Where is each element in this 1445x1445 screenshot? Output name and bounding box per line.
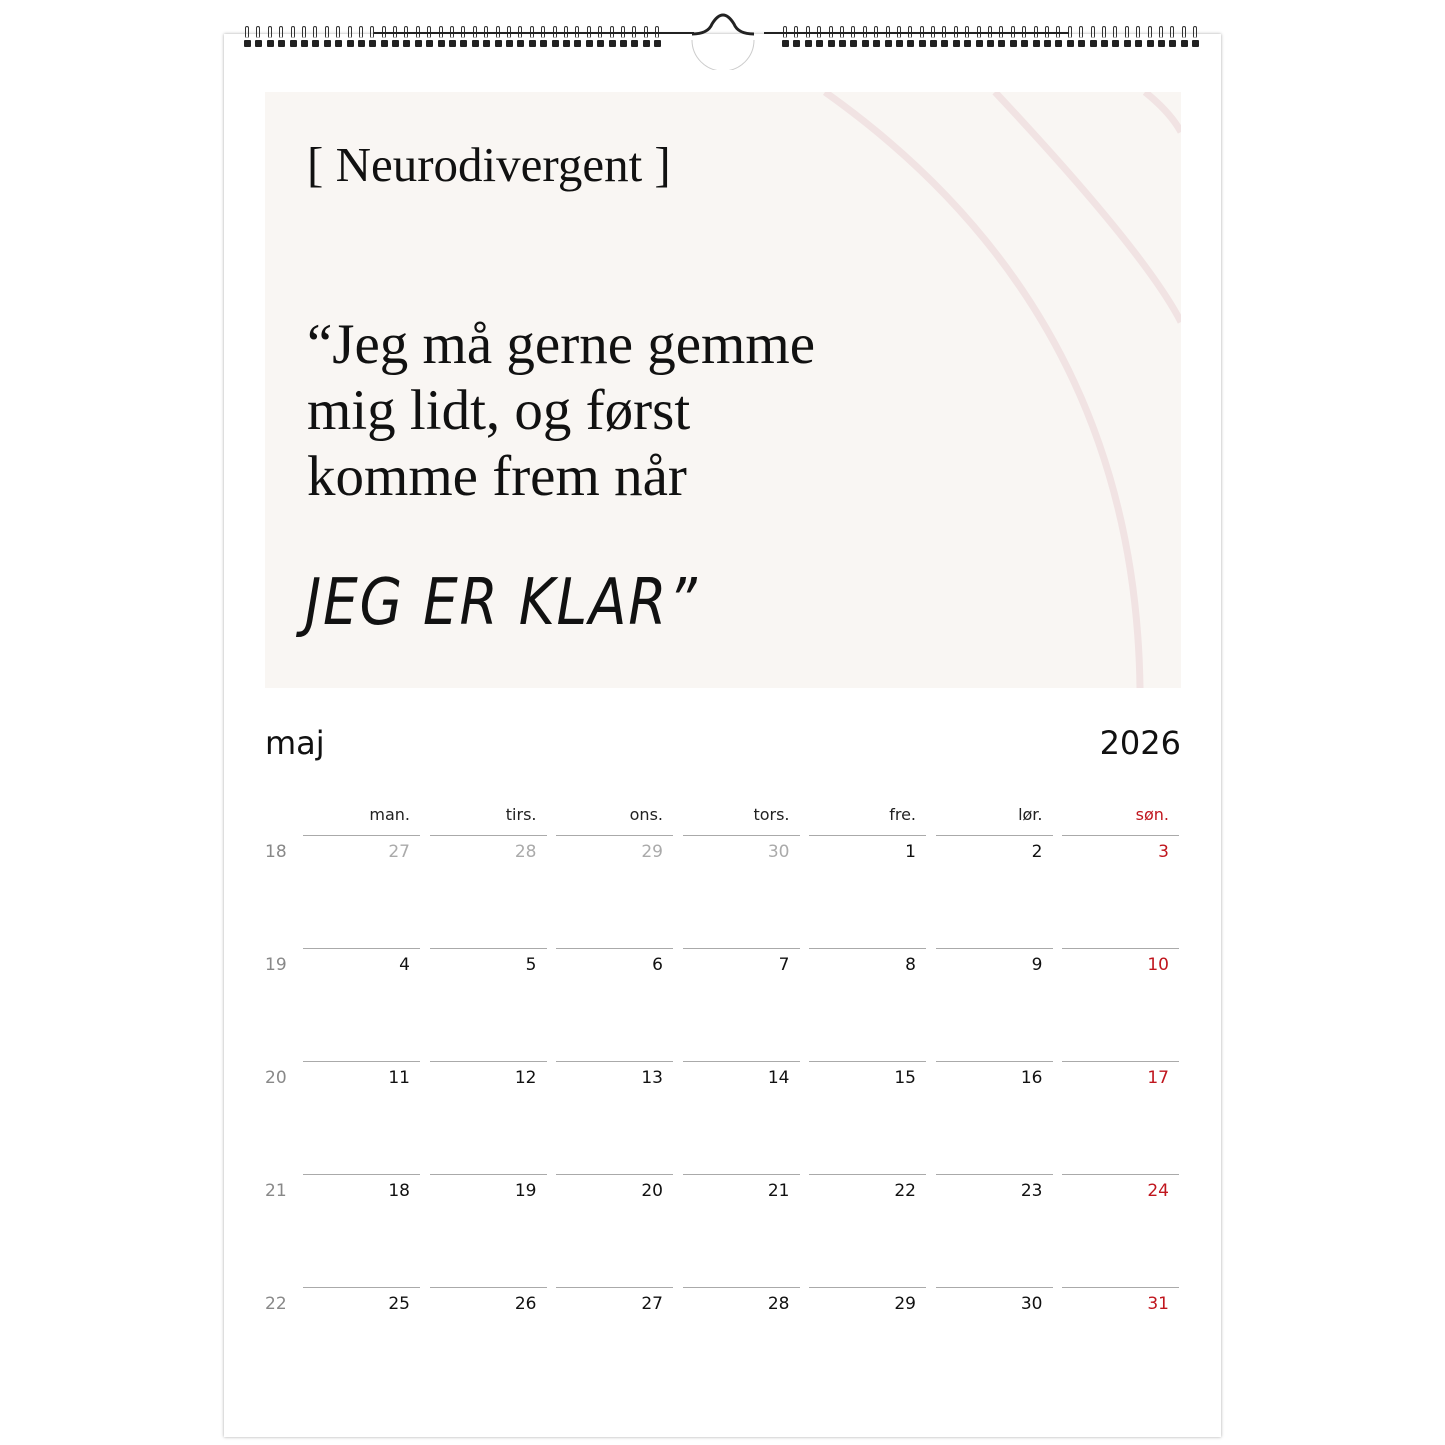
week-number: 21	[265, 1181, 287, 1201]
quote-tag: [ Neurodivergent ]	[307, 137, 671, 192]
day-cell: 7	[778, 955, 790, 975]
day-cell: 2	[1031, 842, 1043, 862]
day-cell: 28	[767, 1294, 790, 1314]
day-cell: 9	[1031, 955, 1043, 975]
day-cell: 30	[767, 842, 790, 862]
day-divider	[303, 835, 420, 836]
day-divider	[809, 1061, 926, 1062]
day-divider	[556, 948, 673, 949]
day-cell: 8	[905, 955, 916, 975]
day-divider	[936, 1174, 1053, 1175]
day-cell: 26	[514, 1294, 537, 1314]
day-divider	[556, 1061, 673, 1062]
day-cell: 3	[1158, 842, 1169, 862]
day-cell: 29	[894, 1294, 916, 1314]
day-cell: 28	[514, 842, 537, 862]
day-cell: 5	[525, 955, 537, 975]
weekday-header: tirs.	[505, 805, 537, 824]
day-divider	[936, 1061, 1053, 1062]
quote-line: “Jeg må gerne gemme	[307, 313, 816, 376]
day-divider	[683, 1174, 800, 1175]
day-divider	[1062, 1174, 1179, 1175]
day-divider	[430, 948, 547, 949]
day-divider	[1062, 835, 1179, 836]
day-divider	[430, 1061, 547, 1062]
day-cell: 18	[388, 1181, 410, 1201]
hanger-hook	[690, 10, 756, 70]
day-divider	[303, 1174, 420, 1175]
day-divider	[1062, 948, 1179, 949]
day-divider	[683, 1061, 800, 1062]
day-cell: 15	[894, 1068, 916, 1088]
day-divider	[683, 835, 800, 836]
day-cell: 17	[1147, 1068, 1169, 1088]
day-divider	[809, 1174, 926, 1175]
day-cell: 27	[388, 842, 410, 862]
day-divider	[936, 835, 1053, 836]
day-divider	[936, 1287, 1053, 1288]
day-divider	[303, 948, 420, 949]
day-cell: 31	[1147, 1294, 1169, 1314]
day-cell: 24	[1147, 1181, 1169, 1201]
day-cell: 25	[388, 1294, 410, 1314]
day-divider	[430, 835, 547, 836]
day-cell: 22	[894, 1181, 916, 1201]
day-cell: 23	[1020, 1181, 1043, 1201]
weekday-header: lør.	[1018, 805, 1043, 824]
day-cell: 21	[767, 1181, 790, 1201]
month-name: maj	[265, 724, 325, 762]
day-cell: 29	[641, 842, 663, 862]
day-cell: 30	[1020, 1294, 1043, 1314]
day-cell: 14	[767, 1068, 790, 1088]
day-cell: 1	[905, 842, 916, 862]
quote-line: komme frem når	[307, 445, 687, 508]
weekday-header: man.	[369, 805, 410, 824]
day-cell: 6	[652, 955, 663, 975]
day-divider	[683, 1287, 800, 1288]
day-cell: 16	[1020, 1068, 1043, 1088]
day-cell: 4	[399, 955, 410, 975]
day-cell: 13	[641, 1068, 663, 1088]
day-divider	[1062, 1287, 1179, 1288]
day-divider	[809, 948, 926, 949]
day-cell: 20	[641, 1181, 663, 1201]
week-number: 18	[265, 842, 287, 862]
day-divider	[556, 835, 673, 836]
day-divider	[430, 1287, 547, 1288]
week-number: 19	[265, 955, 287, 975]
day-divider	[1062, 1061, 1179, 1062]
day-divider	[303, 1061, 420, 1062]
day-cell: 19	[514, 1181, 537, 1201]
day-divider	[430, 1174, 547, 1175]
day-divider	[936, 948, 1053, 949]
day-divider	[683, 948, 800, 949]
day-divider	[303, 1287, 420, 1288]
weekday-header: fre.	[889, 805, 916, 824]
weekday-header: tors.	[753, 805, 790, 824]
weekday-header: ons.	[629, 805, 663, 824]
day-divider	[556, 1174, 673, 1175]
week-number: 20	[265, 1068, 287, 1088]
day-divider	[556, 1287, 673, 1288]
weekday-header: søn.	[1135, 805, 1169, 824]
quote-image	[265, 92, 1181, 688]
day-divider	[809, 835, 926, 836]
quote-text	[307, 312, 927, 510]
day-cell: 11	[388, 1068, 410, 1088]
day-cell: 27	[641, 1294, 663, 1314]
week-number: 22	[265, 1294, 287, 1314]
year: 2026	[1099, 724, 1181, 762]
quote-handwritten-ending: JEG ER KLAR”	[305, 566, 699, 640]
day-cell: 12	[514, 1068, 537, 1088]
quote-line: mig lidt, og først	[307, 379, 691, 442]
day-cell: 10	[1147, 955, 1169, 975]
day-divider	[809, 1287, 926, 1288]
